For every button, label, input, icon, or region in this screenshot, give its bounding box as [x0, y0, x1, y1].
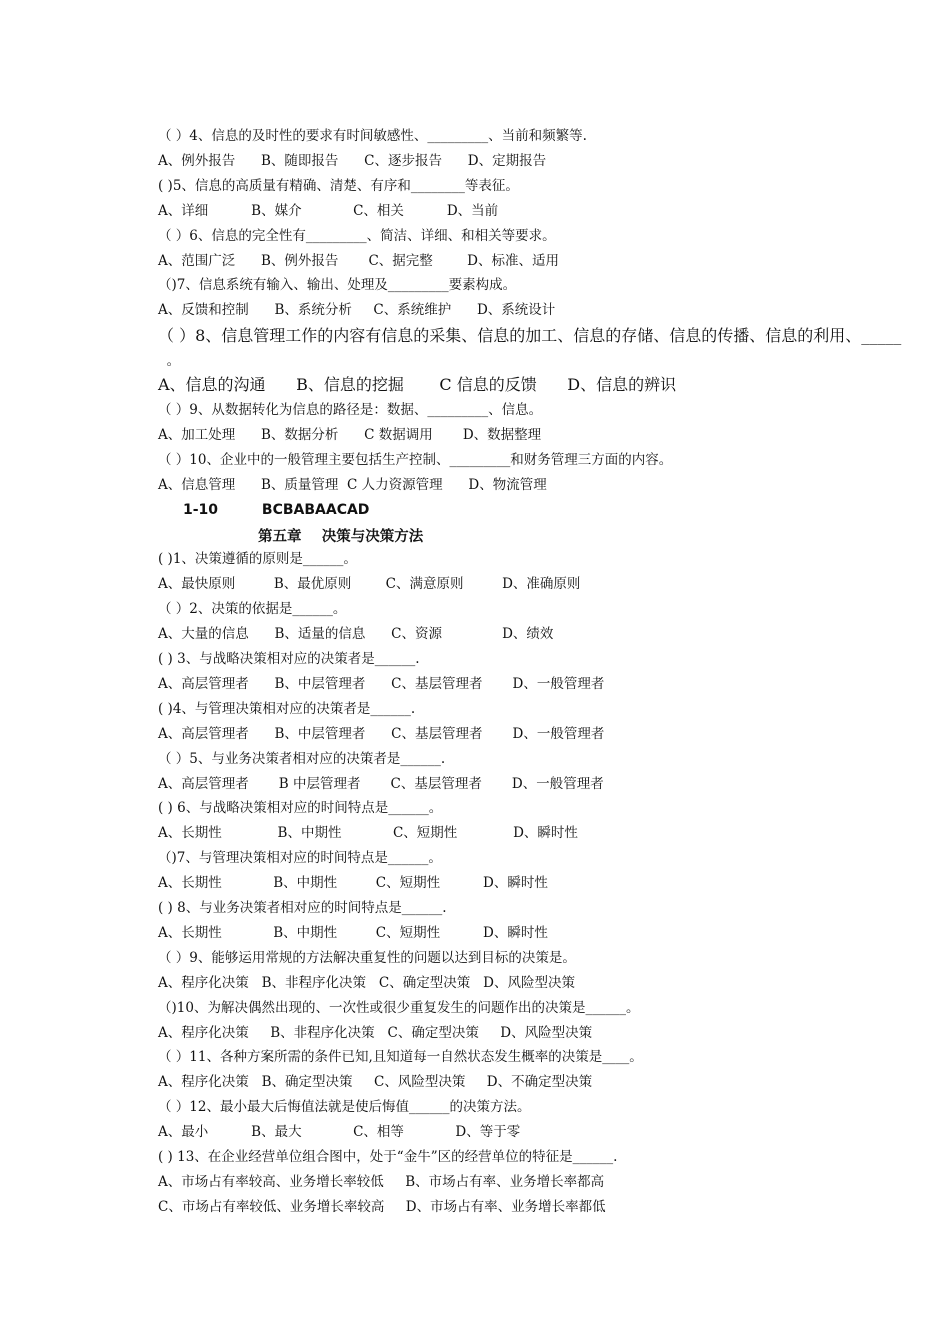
ch5-question-3: ( ) 3、与战略决策相对应的决策者是______.: [158, 651, 420, 667]
ch5-options-7: A、长期性 B、中期性 C、短期性 D、瞬时性: [158, 875, 548, 891]
question-7: （)7、信息系统有输入、输出、处理及_________要素构成。: [158, 277, 517, 293]
question-6: （ ）6、信息的完全性有_________、简洁、详细、和相关等要求。: [158, 228, 556, 244]
ch5-question-7: （)7、与管理决策相对应的时间特点是______。: [158, 850, 442, 866]
options-10: A、信息管理 B、质量管理 C 人力资源管理 D、物流管理: [158, 477, 547, 493]
options-7: A、反馈和控制 B、系统分析 C、系统维护 D、系统设计: [158, 302, 556, 318]
ch5-options-10: A、程序化决策 B、非程序化决策 C、确定型决策 D、风险型决策: [158, 1025, 593, 1041]
ch5-question-10: （)10、为解决偶然出现的、一次性或很少重复发生的问题作出的决策是______。: [158, 1000, 640, 1016]
ch5-question-11: （ ）11、各种方案所需的条件已知,且知道每一自然状态发生概率的决策是____。: [158, 1049, 643, 1065]
ch5-options-9: A、程序化决策 B、非程序化决策 C、确定型决策 D、风险型决策: [158, 975, 575, 991]
ch5-options-5: A、高层管理者 B 中层管理者 C、基层管理者 D、一般管理者: [158, 776, 604, 792]
question-8: （ ）8、信息管理工作的内容有信息的采集、信息的加工、信息的存储、信息的传播、信息的利用、_____: [158, 326, 902, 345]
options-6: A、范围广泛 B、例外报告 C、据完整 D、标准、适用: [158, 253, 559, 269]
options-9: A、加工处理 B、数据分析 C 数据调用 D、数据整理: [158, 427, 542, 443]
ch5-question-12: （ ）12、最小最大后悔值法就是使后悔值______的决策方法。: [158, 1099, 531, 1115]
ch5-options-13-cd: C、市场占有率较低、业务增长率较高 D、市场占有率、业务增长率都低: [158, 1199, 606, 1215]
question-8-end: 。: [158, 353, 181, 369]
ch5-question-9: （ ）9、能够运用常规的方法解决重复性的问题以达到目标的决策是。: [158, 950, 576, 966]
ch5-question-13: ( ) 13、在企业经营单位组合图中，处于“金牛”区的经营单位的特征是______.: [158, 1149, 618, 1165]
question-9: （ ）9、从数据转化为信息的路径是：数据、_________、信息。: [158, 402, 543, 418]
options-8: A、信息的沟通 B、信息的挖掘 C 信息的反馈 D、信息的辨识: [158, 375, 677, 394]
ch5-question-4: ( )4、与管理决策相对应的决策者是______.: [158, 701, 416, 717]
ch5-options-2: A、大量的信息 B、适量的信息 C、资源 D、绩效: [158, 626, 554, 642]
ch5-question-5: （ ）5、与业务决策者相对应的决策者是______.: [158, 751, 446, 767]
ch5-options-6: A、长期性 B、中期性 C、短期性 D、瞬时性: [158, 825, 578, 841]
ch5-question-6: ( ) 6、与战略决策相对应的时间特点是______。: [158, 800, 443, 816]
ch5-question-1: ( )1、决策遵循的原则是______。: [158, 551, 357, 567]
ch5-options-1: A、最快原则 B、最优原则 C、满意原则 D、准确原则: [158, 576, 581, 592]
options-4: A、例外报告 B、随即报告 C、逐步报告 D、定期报告: [158, 153, 547, 169]
question-10: （ ）10、企业中的一般管理主要包括生产控制、_________和财务管理三方面的内容。: [158, 452, 673, 468]
question-5: ( )5、信息的高质量有精确、清楚、有序和________等表征。: [158, 178, 519, 194]
ch5-question-8: ( ) 8、与业务决策者相对应的时间特点是______.: [158, 900, 447, 916]
chapter-title: 第五章 决策与决策方法: [258, 528, 424, 545]
options-5: A、详细 B、媒介 C、相关 D、当前: [158, 203, 499, 219]
answer-key: 1-10 BCBABAACAD: [183, 502, 370, 518]
ch5-options-3: A、高层管理者 B、中层管理者 C、基层管理者 D、一般管理者: [158, 676, 605, 692]
ch5-options-11: A、程序化决策 B、确定型决策 C、风险型决策 D、不确定型决策: [158, 1074, 593, 1090]
question-4: （ ）4、信息的及时性的要求有时间敏感性、_________、当前和频繁等.: [158, 128, 587, 144]
ch5-options-12: A、最小 B、最大 C、相等 D、等于零: [158, 1124, 521, 1140]
ch5-options-8: A、长期性 B、中期性 C、短期性 D、瞬时性: [158, 925, 548, 941]
ch5-options-4: A、高层管理者 B、中层管理者 C、基层管理者 D、一般管理者: [158, 726, 605, 742]
ch5-options-13-ab: A、市场占有率较高、业务增长率较低 B、市场占有率、业务增长率都高: [158, 1174, 605, 1190]
ch5-question-2: （ ）2、决策的依据是______。: [158, 601, 347, 617]
